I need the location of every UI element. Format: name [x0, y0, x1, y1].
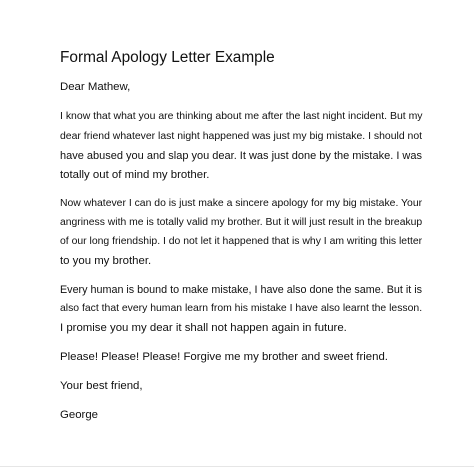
paragraph-1-line-2: dear friend whatever last night happened was just my big mistake. I should not [60, 131, 423, 142]
paragraph-1-line-1: I know that what you are thinking about me after the last night incident. But my [60, 111, 423, 122]
paragraph-2-line-2: angriness with me is totally valid my brother. But it will just result in the breakup [60, 217, 423, 228]
page-title: Formal Apology Letter Example [60, 49, 275, 66]
closing: Your best friend, [60, 380, 143, 392]
paragraph-3-line-2: also fact that every human learn from his mistake I have also learnt the lesson. [60, 303, 423, 314]
salutation: Dear Mathew, [60, 81, 131, 93]
paragraph-1-line-4: totally out of mind my brother. [60, 169, 210, 181]
paragraph-2-line-4: to you my brother. [60, 255, 152, 267]
paragraph-1-line-3: have abused you and slap you dear. It was just done by the mistake. I was [60, 150, 422, 162]
paragraph-4-line-1: Please! Please! Please! Forgive me my brother and sweet friend. [60, 351, 388, 363]
paragraph-3-line-3: I promise you my dear it shall not happen again in future. [60, 322, 347, 334]
paragraph-2-line-3: of our long friendship. I do not let it happened that is why I am writing this letter [60, 236, 423, 247]
paragraph-3-line-1: Every human is bound to make mistake, I have also done the same. But it is [60, 284, 423, 296]
bottom-divider [0, 466, 474, 467]
paragraph-2-line-1: Now whatever I can do is just make a sincere apology for my big mistake. Your [60, 198, 423, 209]
signature: George [60, 409, 98, 421]
